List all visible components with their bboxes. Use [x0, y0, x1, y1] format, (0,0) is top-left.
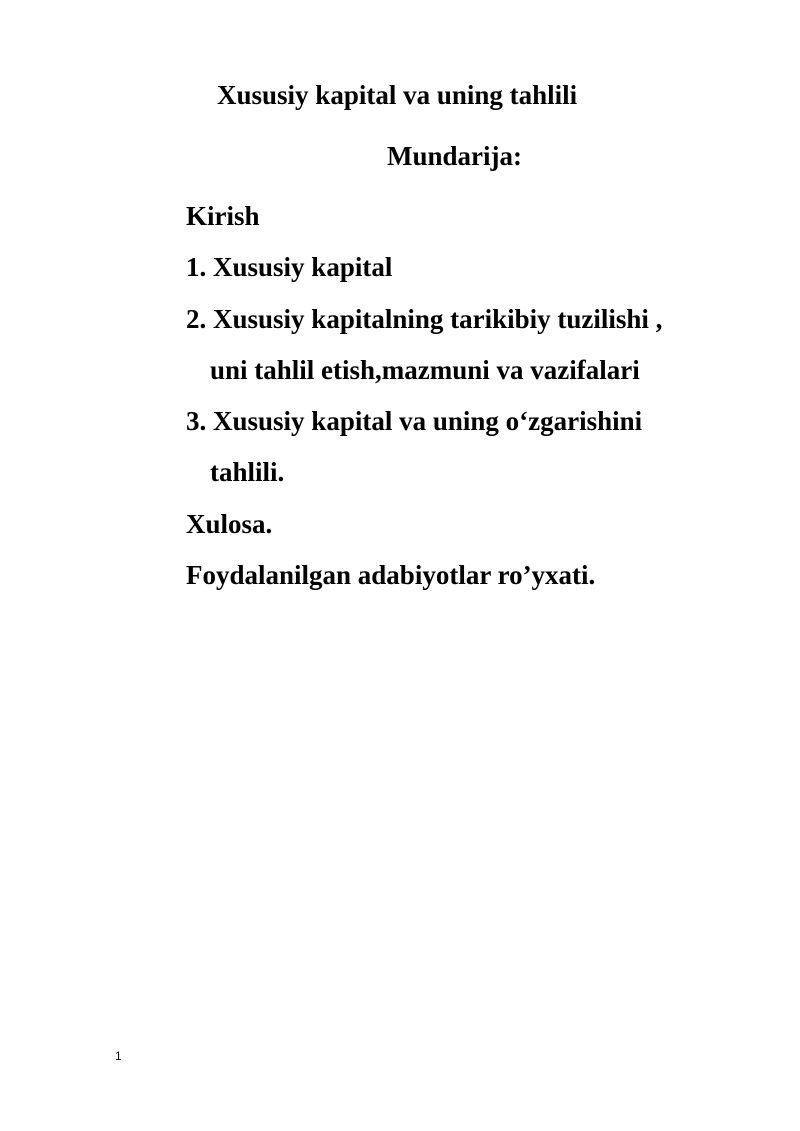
toc-entry-3-continuation: tahlili.	[210, 457, 285, 487]
toc-entry-intro: Kirish	[186, 201, 260, 231]
toc-entry-text: Xususiy kapitalning tarikibiy tuzilishi ,	[213, 304, 663, 334]
toc-entry-2-continuation: uni tahlil etish,mazmuni va vazifalari	[210, 355, 640, 385]
toc-entry-number: 2.	[186, 304, 207, 334]
toc-entry-text: Xususiy kapital	[213, 252, 393, 282]
toc-entry-conclusion: Xulosa.	[186, 509, 273, 539]
toc-entry-references: Foydalanilgan adabiyotlar ro’yxati.	[186, 560, 596, 590]
page-number: 1	[115, 1049, 122, 1063]
toc-entry-3	[186, 404, 642, 438]
toc-entry-2	[186, 302, 662, 336]
toc-entry-1	[186, 250, 392, 284]
toc-entry-number: 1.	[186, 252, 207, 282]
toc-entry-number: 3.	[186, 406, 207, 436]
toc-entry-text: Xususiy kapital va uning o‘zgarishini	[213, 406, 643, 436]
document-title: Xususiy kapital va uning tahlili	[217, 80, 578, 110]
toc-heading: Mundarija:	[387, 141, 522, 171]
